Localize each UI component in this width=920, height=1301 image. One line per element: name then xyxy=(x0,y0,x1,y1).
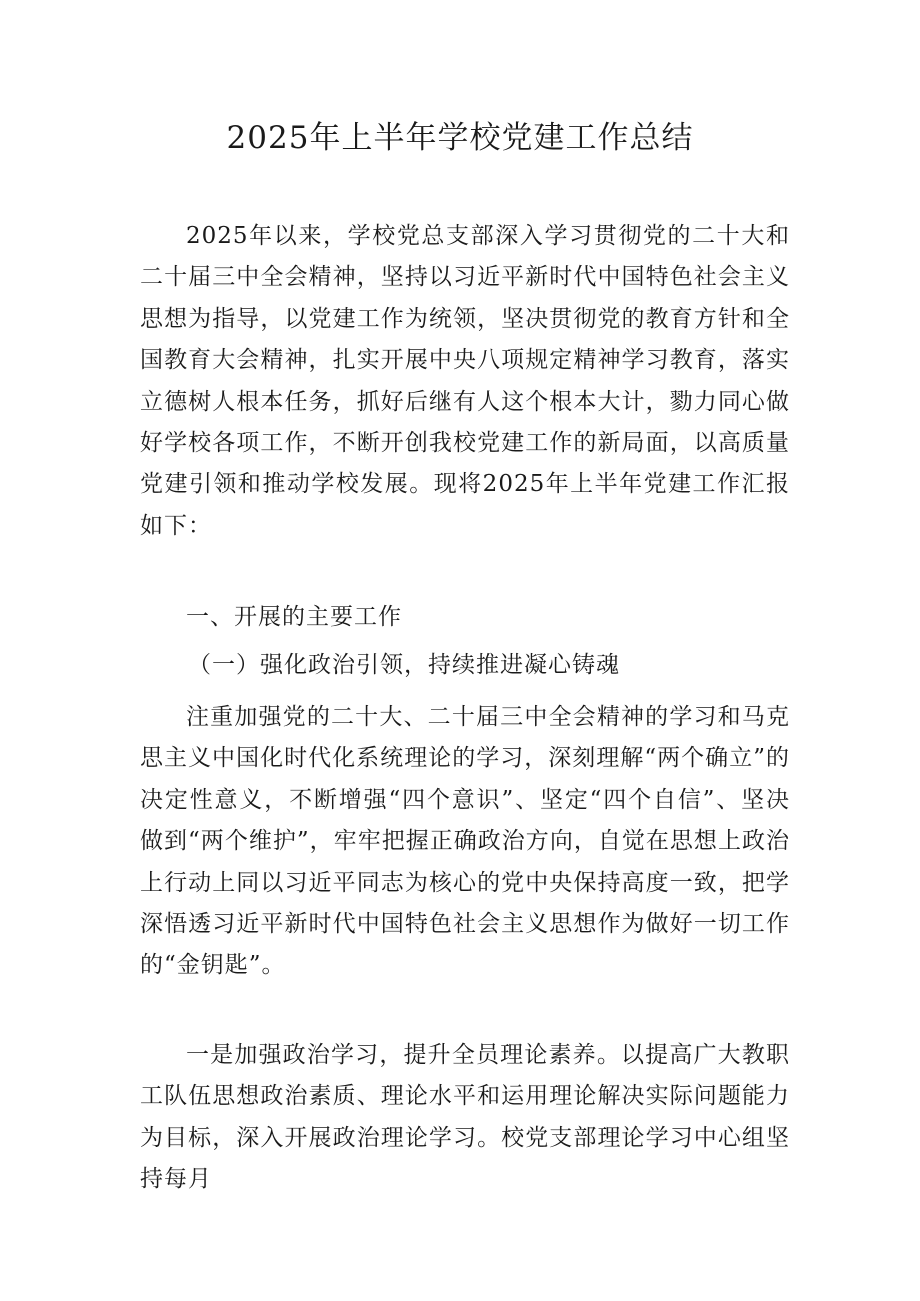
body-paragraph-3: 一是加强政治学习，提升全员理论素养。以提高广大教职工队伍思想政治素质、理论水平和运用理论解决实际问题能力为目标，深入开展政治理论学习。校党支部理论学习中心组坚持每月 xyxy=(140,1042,790,1193)
subsection-heading: （一）强化政治引领，持续推进凝心铸魂 xyxy=(188,652,620,678)
section-heading: 一、开展的主要工作 xyxy=(186,604,402,630)
body-paragraph-2: 注重加强党的二十大、二十届三中全会精神的学习和马克思主义中国化时代化系统理论的学习，深刻理解“两个确立”的决定性意义，不断增强“四个意识”、坚定“四个自信”、坚决做到“两个维护”，牢牢把握正确政治方向，自觉在思想上政治上行动上同以习近平同志为核心的党中央保持高度一致，把学深悟透习近平新时代中国特色社会主义思想作为做好一切工作的“金钥匙”。 xyxy=(140,704,790,979)
intro-paragraph: 2025年以来，学校党总支部深入学习贯彻党的二十大和二十届三中全会精神，坚持以习近平新时代中国特色社会主义思想为指导，以党建工作为统领，坚决贯彻党的教育方针和全国教育大会精神，扎实开展中央八项规定精神学习教育，落实立德树人根本任务，抓好后继有人这个根本大计，勠力同心做好学校各项工作，不断开创我校党建工作的新局面，以高质量党建引领和推动学校发展。现将2025年上半年党建工作汇报如下： xyxy=(140,223,790,539)
document-title: 2025年上半年学校党建工作总结 xyxy=(226,120,694,156)
